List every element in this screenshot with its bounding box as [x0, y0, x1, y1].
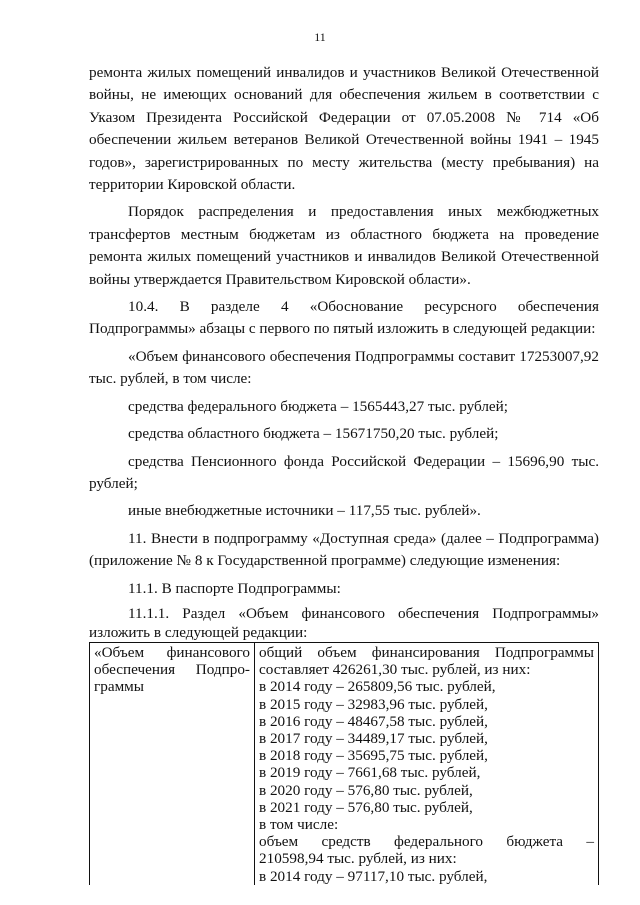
table-line: в 2018 году – 35695,75 тыс. рублей, — [259, 747, 488, 765]
table-line: в 2016 году – 48467,58 тыс. рублей, — [259, 712, 488, 730]
table-line: 210598,94 тыс. рублей, из них: — [259, 850, 457, 868]
paragraph: иные внебюджетные источники – 117,55 тыс. рублей». — [128, 502, 481, 520]
table-line: в 2020 году – 576,80 тыс. рублей, — [259, 781, 473, 799]
table-cell-value — [255, 642, 599, 884]
page-number: 11 — [314, 30, 326, 44]
table-row — [90, 642, 599, 884]
table-line: в 2015 году – 32983,96 тыс. рублей, — [259, 695, 488, 713]
table-line: в 2021 году – 576,80 тыс. рублей, — [259, 798, 473, 816]
table-line: составляет 426261,30 тыс. рублей, из них: — [259, 661, 531, 679]
document-body — [89, 62, 599, 885]
table-line: объем средств федерального бюджета – — [259, 833, 594, 851]
paragraph: 11.1. В паспорте Подпрограммы: — [128, 579, 341, 597]
paragraph: средства областного бюджета – 15671750,20 тыс. рублей; — [128, 425, 499, 443]
paragraph: средства Пенсионного фонда Российской Федерации – 15696,90 тыс. рублей; — [89, 452, 599, 492]
table-line: в 2014 году – 265809,56 тыс. рублей, — [259, 678, 496, 696]
table-cell-label: «Объем финансового обеспечения Подпро-граммы — [90, 642, 255, 884]
paragraph: «Объем финансового обеспечения Подпрограммы составит 17253007,92 тыс. рублей, в том числе: — [89, 347, 599, 388]
table-line: общий объем финансирования Подпрограммы — [259, 643, 594, 661]
paragraph: средства федерального бюджета – 1565443,27 тыс. рублей; — [128, 397, 509, 415]
lead-in-paragraph: 11.1.1. Раздел «Объем финансового обеспечения Подпрограммы» изложить в следующей редакции: — [89, 604, 599, 641]
paragraph: 11. Внести в подпрограмму «Доступная среда» (далее – Подпрограмма) (приложение № 8 к Государственной программе) следующие изменения: — [89, 529, 599, 570]
table-line: в 2019 году – 7661,68 тыс. рублей, — [259, 764, 481, 782]
table-line: в 2017 году – 34489,17 тыс. рублей, — [259, 729, 488, 747]
paragraph: ремонта жилых помещений инвалидов и участников Великой Отечественной войны, не имеющих оснований для обеспечения жильем в соответствии с Указом Президента Российской Федерации от 07.05.2008 № 714 «Об обеспечении жильем ветеранов Великой Отечественной войны 1941 – 1945 годов», зарегистрированных по месту жительства (месту пребывания) на территории Кировской области. — [89, 64, 599, 194]
financing-table — [89, 642, 599, 885]
paragraph: 10.4. В разделе 4 «Обоснование ресурсного обеспечения Подпрограммы» абзацы с первого по пятый изложить в следующей редакции: — [89, 298, 599, 338]
table-line: в том числе: — [259, 815, 339, 833]
paragraph: Порядок распределения и предоставления иных межбюджетных трансфертов местным бюджетам из областного бюджета на проведение ремонта жилых помещений участников и инвалидов Великой Отечественной войны утверждается Правительством Кировской области». — [89, 203, 599, 288]
table-line: в 2014 году – 97117,10 тыс. рублей, — [259, 867, 488, 885]
